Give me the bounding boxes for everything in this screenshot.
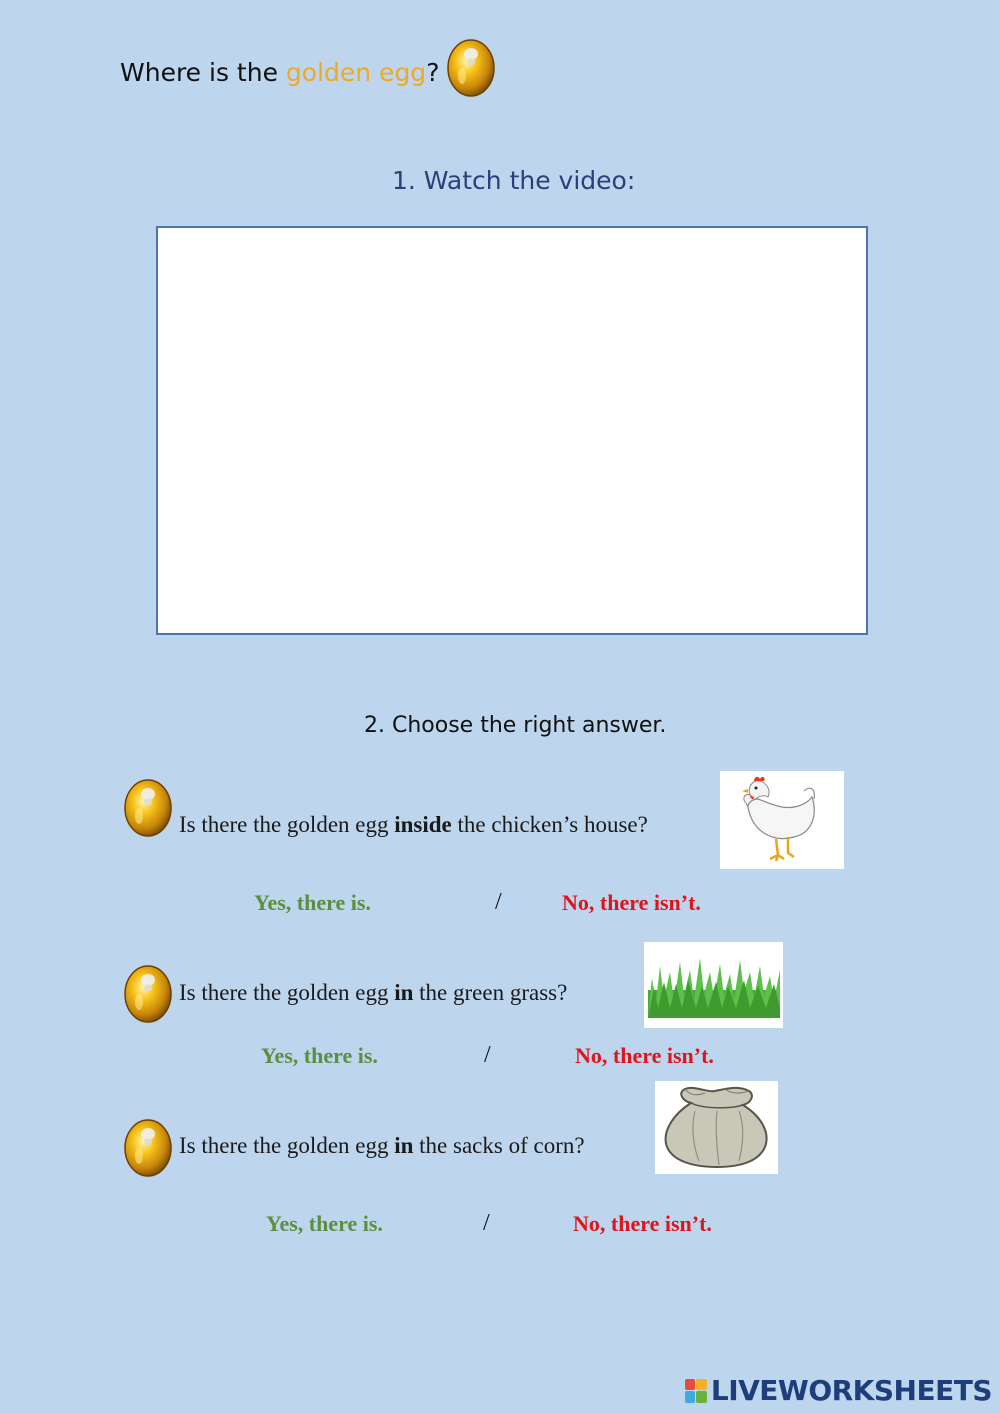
answer-yes-button[interactable]: Yes, there is. (261, 1043, 378, 1068)
answer-separator: / (483, 1210, 490, 1236)
answer-separator: / (495, 889, 502, 915)
title-suffix: ? (426, 58, 440, 87)
section1-heading: 1. Watch the video: (392, 166, 636, 195)
answer-no-button[interactable]: No, there isn’t. (573, 1211, 712, 1236)
question-text: the chicken’s house? (451, 812, 648, 837)
liveworksheets-logo: LIVEWORKSHEETS (710, 1374, 992, 1407)
sack-picture (655, 1081, 778, 1174)
title-highlight: golden egg (285, 58, 427, 87)
grass-picture (644, 942, 783, 1028)
answer-no-button[interactable]: No, there isn’t. (575, 1043, 714, 1068)
golden-egg-icon (445, 34, 497, 98)
chicken-picture (720, 771, 844, 869)
question-keyword: in (394, 980, 414, 1005)
page-title (120, 58, 439, 87)
video-player[interactable] (156, 226, 868, 635)
answer-yes-button[interactable]: Yes, there is. (254, 890, 371, 915)
golden-egg-icon (122, 1114, 174, 1178)
golden-egg-icon (122, 774, 174, 838)
question-text: Is there the golden egg (179, 812, 395, 837)
question-text: Is there the golden egg (179, 1133, 395, 1158)
question-1 (179, 812, 648, 838)
question-keyword: in (394, 1133, 414, 1158)
answer-separator: / (484, 1042, 491, 1068)
question-text: the green grass? (413, 980, 568, 1005)
question-3 (179, 1133, 585, 1159)
section2-heading: 2. Choose the right answer. (364, 713, 667, 738)
question-keyword: inside (394, 812, 452, 837)
question-text: Is there the golden egg (179, 980, 395, 1005)
liveworksheets-logo-icon (685, 1379, 707, 1403)
question-text: the sacks of corn? (413, 1133, 585, 1158)
liveworksheets-footer (685, 1374, 992, 1407)
question-2 (179, 980, 567, 1006)
answer-no-button[interactable]: No, there isn’t. (562, 890, 701, 915)
golden-egg-icon (122, 960, 174, 1024)
title-prefix: Where is the (120, 58, 286, 87)
answer-yes-button[interactable]: Yes, there is. (266, 1211, 383, 1236)
